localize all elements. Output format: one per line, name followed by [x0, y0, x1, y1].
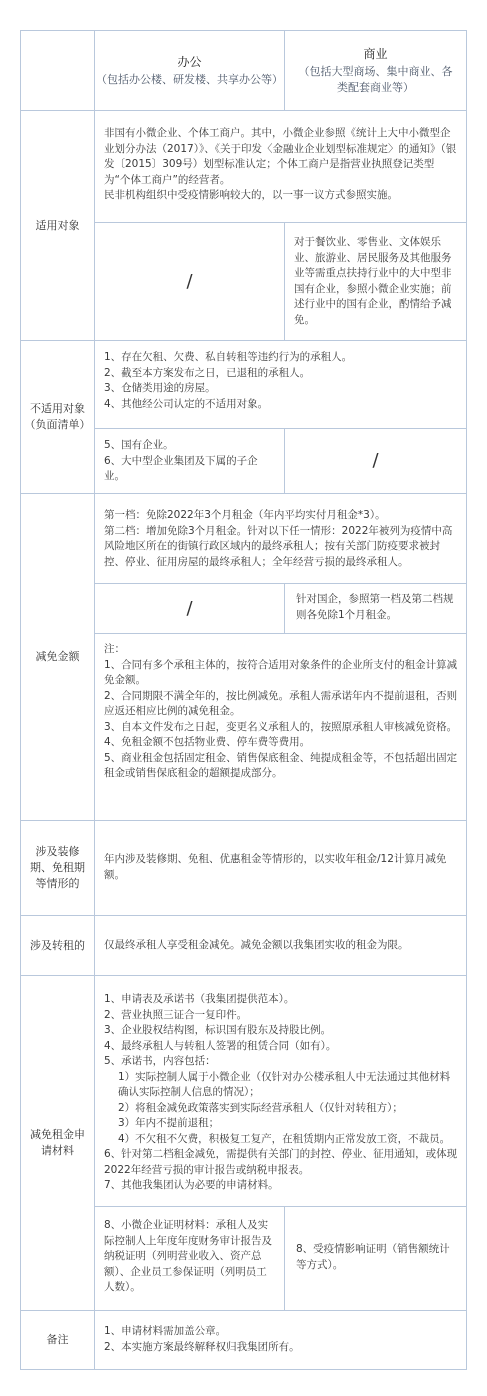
office-title: 办公: [177, 54, 202, 69]
list-item: 5、承诺书，内容包括：: [104, 1055, 216, 1067]
list-item: 6、大中型企业集团及下属的子企业。: [104, 454, 258, 482]
commercial-not-applicable-slash: /: [372, 450, 379, 472]
sub-item: 4）不欠租不欠费，积极复工复产，在租赁期内正常发放工资，不裁员。: [118, 1132, 451, 1145]
sub-item: 3）年内不提前退租；: [118, 1117, 220, 1129]
tier-1: 第一档：免除2022年3个月租金（年内平均实付月租金*3）。: [104, 509, 386, 521]
list-item: 3、仓储类用途的房屋。: [104, 382, 216, 394]
list-item: 1、申请表及承诺书（我集团提供范本）。: [104, 993, 295, 1005]
office-materials-text: 8、小微企业证明材料：承租人及实际控制人上年度年度财务审计报告及纳税证明（列明营业收入、资产总额）、企业员工参保证明（列明员工人数）。: [104, 1219, 272, 1293]
list-item: 6、针对第二档租金减免，需提供有关部门的封控、停业、征用通知，或体现2022年经营亏损的审计报告或纳税申报表。: [104, 1148, 458, 1176]
renovation-text: 年内涉及装修期、免租、优惠租金等情形的，以实收年租金/12计算月减免额。: [104, 853, 447, 881]
list-item: 1、申请材料需加盖公章。: [104, 1325, 227, 1337]
office-column-header: [95, 31, 284, 110]
commercial-subtitle: （包括大型商场、集中商业、各类配套商业等）: [298, 64, 453, 94]
reduction-label: 减免金额: [35, 650, 80, 663]
list-item: 2、本实施方案最终解释权归我集团所有。: [104, 1340, 300, 1353]
commercial-materials-text: 8、受疫情影响证明（销售额统计等方式）。: [296, 1243, 450, 1271]
sublease-text: 仅最终承租人享受租金减免。减免金额以我集团实收的租金为限。: [104, 939, 409, 951]
renovation-label: 涉及装修期、免租期等情形的: [30, 845, 85, 890]
commercial-applicable-text: 对于餐饮业、零售业、文体娱乐业、旅游业、居民服务及其他服务业等需重点扶持行业中的大中型非国有企业，参照小微企业实施；前述行业中的国有企业，酌情给予减免。: [294, 236, 452, 326]
applicable-text: [104, 126, 458, 204]
notes-title: 注：: [104, 643, 125, 655]
sub-item: 2）将租金减免政策落实到实际经营承租人（仅针对转租方）；: [118, 1101, 403, 1114]
office-subtitle: （包括办公楼、研发楼、共享办公等）: [96, 72, 283, 86]
list-item: 3、企业股权结构图，标识国有股东及持股比例。: [104, 1024, 332, 1036]
reduction-notes: [104, 642, 458, 782]
office-not-applicable-list: [104, 438, 276, 485]
sublease-label: 涉及转租的: [30, 938, 85, 952]
not-applicable-list: [104, 350, 458, 412]
remarks-label: 备注: [46, 1333, 69, 1346]
table-border-right: [466, 30, 467, 1370]
remarks-list: [104, 1324, 458, 1355]
list-item: 7、其他我集团认为必要的申请材料。: [104, 1179, 279, 1191]
list-item: 3、自本文件发布之日起，变更名义承租人的，按照原承租人审核减免资格。: [104, 720, 458, 733]
list-item: 5、国有企业。: [104, 439, 174, 451]
row-divider: [20, 975, 467, 976]
not-applicable-slash: /: [186, 270, 193, 292]
list-item: 4、其他经公司认定的不适用对象。: [104, 397, 269, 410]
row-divider: [94, 633, 467, 634]
applicable-text-2: 民非机构组织中受疫情影响较大的，以一事一议方式参照实施。: [104, 189, 398, 201]
list-item: 2、合同期限不满全年的，按比例减免。承租人需承诺年内不提前退租，否则应返还相应比例的减免租金。: [104, 689, 458, 717]
materials-list: [104, 992, 458, 1194]
sub-item: 1）实际控制人属于小微企业（仅针对办公楼承租人中无法通过其他材料确认实际控制人信息的情况）；: [118, 1070, 451, 1098]
commercial-title: 商业: [363, 46, 388, 61]
materials-label: 减免租金申请材料: [30, 1128, 85, 1157]
list-item: 4、最终承租人与转租人签署的租赁合同（如有）。: [104, 1039, 337, 1052]
column-divider: [284, 222, 285, 340]
tier-2: 第二档：增加免除3个月租金。针对以下任一情形：2022年被列为疫情中高风险地区所在的街镇行政区域内的最终承租人；按有关部门防疫要求被封控、停业、征用房屋的最终承租人；全年经营亏损的最终承租人。: [104, 524, 453, 568]
list-item: 1、存在欠租、欠费、私自转租等违约行为的承租人。: [104, 351, 353, 363]
list-item: 1、合同有多个承租主体的，按符合适用对象条件的企业所支付的租金计算减免金额。: [104, 658, 458, 686]
table-border-bottom: [20, 1369, 467, 1370]
list-item: 5、商业租金包括固定租金、销售保底租金、纯提成租金等，不包括超出固定租金或销售保底租金的超额提成部分。: [104, 751, 458, 779]
applicable-label: 适用对象: [35, 218, 80, 232]
list-item: 2、营业执照三证合一复印件。: [104, 1008, 248, 1021]
commercial-reduction-text: 针对国企，参照第一档及第二档规则各免除1个月租金。: [296, 593, 454, 621]
office-reduction-slash: /: [186, 597, 193, 619]
applicable-text-1: 非国有小微企业、个体工商户。其中，小微企业参照《统计上大中小微型企业划分办法（2017）》、《关于印发〈金融业企业划型标准规定〉的通知》（银发〔2015〕309号）划型标准认定；个体工商户是指营业执照登记类型为“个体工商户”的经营者。: [104, 127, 457, 186]
list-item: 4、免租金额不包括物业费、停车费等费用。: [104, 736, 311, 748]
row-divider: [94, 1206, 467, 1207]
not-applicable-label: 不适用对象（负面清单）: [24, 402, 91, 431]
reduction-tiers: [104, 508, 458, 570]
commercial-column-header: [285, 31, 466, 110]
column-divider: [284, 1206, 285, 1310]
column-divider: [284, 583, 285, 633]
list-item: 2、截至本方案发布之日，已退租的承租人。: [104, 366, 311, 379]
rent-reduction-table: [20, 30, 467, 1370]
